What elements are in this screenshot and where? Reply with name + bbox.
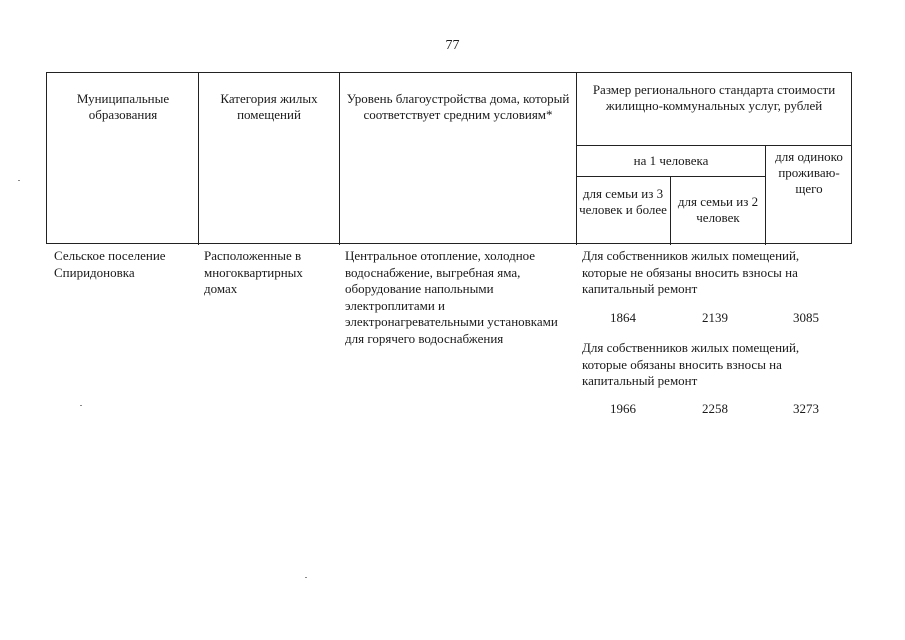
scan-speck xyxy=(305,577,307,578)
header-family3: для семьи из 3 человек и более xyxy=(579,186,667,217)
group-caption-1: Для собственников жилых помещений, которые не обязаны вносить взносы на капитальный ремонт xyxy=(582,248,800,296)
row-divider-1 xyxy=(576,145,852,146)
value-1-family3: 1864 xyxy=(610,310,636,325)
cell-category: Расположенные в многоквартирных домах xyxy=(204,248,303,296)
page-number: 77 xyxy=(445,38,460,53)
cell-level: Центральное отопление, холодное водоснабжение, выгребная яма, оборудование напольными электроплитами и электронагревательными установками для горячего водоснабжения xyxy=(345,248,558,346)
col-divider-3 xyxy=(576,73,577,245)
header-category: Категория жилых помещений xyxy=(220,91,318,122)
col-divider-4 xyxy=(670,176,671,245)
value-2-family2: 2258 xyxy=(702,401,728,416)
col-divider-1 xyxy=(198,73,199,245)
header-standard: Размер регионального стандарта стоимости жилищно-коммунальных услуг, рублей xyxy=(592,82,836,113)
header-level: Уровень благоустройства дома, который соответствует средним условиям* xyxy=(346,91,570,122)
table-header xyxy=(46,72,852,244)
header-bottom-line xyxy=(46,243,852,244)
header-per-person: на 1 человека xyxy=(633,153,709,168)
value-2-single: 3273 xyxy=(793,401,819,416)
scan-speck xyxy=(80,405,82,406)
header-family2: для семьи из 2 человек xyxy=(677,194,759,225)
scan-speck xyxy=(18,180,20,181)
cell-municipality: Сельское поселение Спиридоновка xyxy=(54,248,166,280)
row-divider-2 xyxy=(576,176,766,177)
header-single: для одиноко проживаю-щего xyxy=(775,149,843,196)
group-caption-2: Для собственников жилых помещений, которые обязаны вносить взносы на капитальный ремонт xyxy=(582,340,800,388)
col-divider-2 xyxy=(339,73,340,245)
value-2-family3: 1966 xyxy=(610,401,636,416)
value-1-single: 3085 xyxy=(793,310,819,325)
col-divider-5 xyxy=(765,145,766,245)
header-municipality: Муниципальные образования xyxy=(76,91,170,122)
value-1-family2: 2139 xyxy=(702,310,728,325)
